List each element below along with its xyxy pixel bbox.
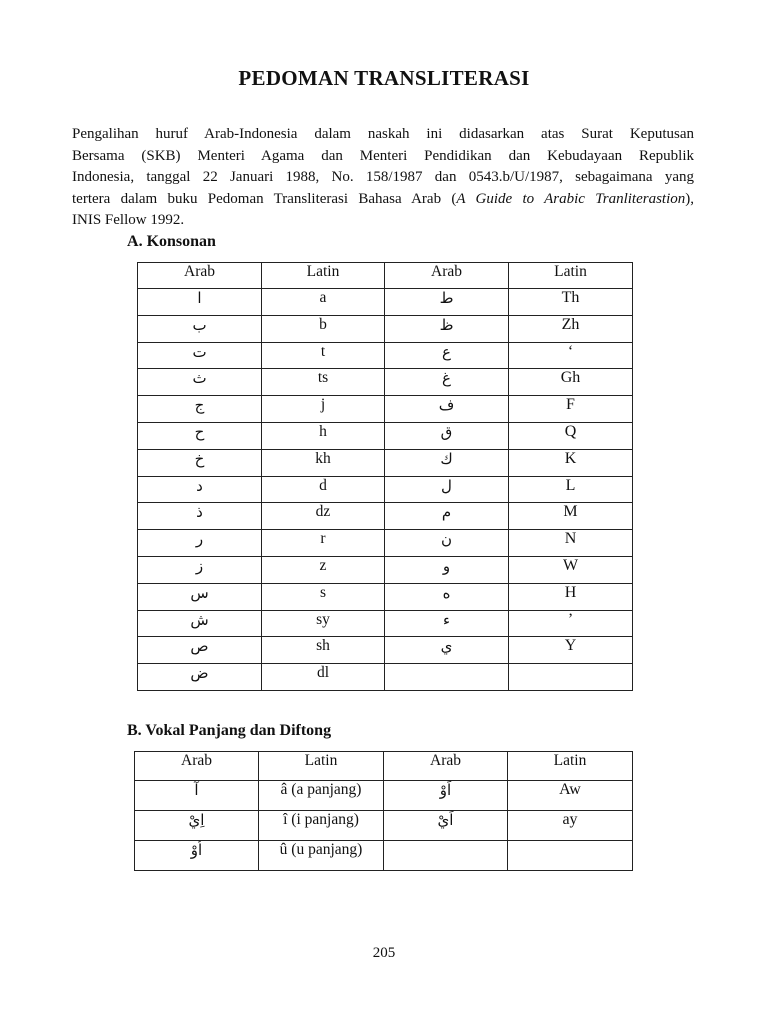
latin-cell: M <box>509 503 633 530</box>
column-header: Latin <box>509 263 633 289</box>
arab-cell: ب <box>138 315 262 342</box>
arab-cell: م <box>385 503 509 530</box>
latin-cell: Y <box>509 637 633 664</box>
latin-cell: a <box>262 289 385 316</box>
table-row <box>138 610 633 637</box>
latin-cell: û (u panjang) <box>259 841 384 871</box>
arab-cell: ز <box>138 556 262 583</box>
table-row <box>135 781 633 811</box>
column-header: Arab <box>135 752 259 781</box>
column-header: Arab <box>138 263 262 289</box>
latin-cell: j <box>262 396 385 423</box>
intro-line: Bersama (SKB) Menteri Agama dan Menteri Pendidikan dan Kebudayaan Republik <box>72 147 694 164</box>
arab-cell: ص <box>138 637 262 664</box>
table-header-row <box>138 263 633 289</box>
section-a-heading <box>127 233 216 251</box>
latin-cell: sh <box>262 637 385 664</box>
arab-cell: ر <box>138 530 262 557</box>
latin-cell: s <box>262 583 385 610</box>
column-header: Latin <box>508 752 633 781</box>
intro-text: tertera dalam buku Pedoman Transliterasi Bahasa Arab ( <box>72 190 457 207</box>
table-row <box>138 369 633 396</box>
arab-cell: ف <box>385 396 509 423</box>
latin-cell: Zh <box>509 315 633 342</box>
latin-cell: z <box>262 556 385 583</box>
arab-cell: اُوْ <box>135 841 259 871</box>
section-title: . Konsonan <box>138 233 216 250</box>
arab-cell <box>385 664 509 691</box>
arab-cell: ت <box>138 342 262 369</box>
arab-cell: ح <box>138 422 262 449</box>
arab-cell: ي <box>385 637 509 664</box>
konsonan-table <box>137 262 633 691</box>
arab-cell: د <box>138 476 262 503</box>
intro-line <box>72 189 694 211</box>
table-row <box>138 449 633 476</box>
table-row <box>138 422 633 449</box>
table-row <box>138 396 633 423</box>
latin-cell <box>509 664 633 691</box>
table-header-row <box>135 752 633 781</box>
arab-cell: ش <box>138 610 262 637</box>
latin-cell: ’ <box>509 610 633 637</box>
latin-cell: Gh <box>509 369 633 396</box>
page-title: PEDOMAN TRANSLITERASI <box>238 66 530 90</box>
arab-cell: اَيْ <box>384 811 508 841</box>
arab-cell: خ <box>138 449 262 476</box>
arab-cell: ا <box>138 289 262 316</box>
table-row <box>135 811 633 841</box>
latin-cell <box>508 841 633 871</box>
latin-cell: ‘ <box>509 342 633 369</box>
table-row <box>138 530 633 557</box>
latin-cell: sy <box>262 610 385 637</box>
latin-cell: kh <box>262 449 385 476</box>
intro-paragraph <box>72 124 694 232</box>
arab-cell: ك <box>385 449 509 476</box>
book-title-italic: A Guide to Arabic Tranliterastion <box>456 190 686 207</box>
arab-cell: س <box>138 583 262 610</box>
column-header: Latin <box>262 263 385 289</box>
table-row <box>138 583 633 610</box>
latin-cell: r <box>262 530 385 557</box>
latin-cell: t <box>262 342 385 369</box>
latin-cell: W <box>509 556 633 583</box>
arab-cell: اَوْ <box>384 781 508 811</box>
column-header: Arab <box>385 263 509 289</box>
arab-cell: ذ <box>138 503 262 530</box>
arab-cell: ء <box>385 610 509 637</box>
section-letter: A <box>127 233 139 250</box>
arab-cell: ج <box>138 396 262 423</box>
arab-cell: و <box>385 556 509 583</box>
arab-cell: ن <box>385 530 509 557</box>
latin-cell: h <box>262 422 385 449</box>
arab-cell: ظ <box>385 315 509 342</box>
latin-cell: ay <box>508 811 633 841</box>
latin-cell: F <box>509 396 633 423</box>
arab-cell <box>384 841 508 871</box>
vokal-table <box>134 751 633 871</box>
intro-text: ), <box>685 190 694 207</box>
latin-cell: â (a panjang) <box>259 781 384 811</box>
table-row <box>138 315 633 342</box>
latin-cell: Q <box>509 422 633 449</box>
latin-cell: dz <box>262 503 385 530</box>
latin-cell: Aw <box>508 781 633 811</box>
arab-cell: آ <box>135 781 259 811</box>
table-row <box>138 476 633 503</box>
arab-cell: ه <box>385 583 509 610</box>
section-letter: B <box>127 722 138 739</box>
arab-cell: ق <box>385 422 509 449</box>
page-number: 205 <box>372 945 396 961</box>
arab-cell: ع <box>385 342 509 369</box>
table-row <box>138 556 633 583</box>
intro-line: INIS Fellow 1992. <box>72 212 185 228</box>
latin-cell: H <box>509 583 633 610</box>
table-row <box>138 342 633 369</box>
table-row <box>138 637 633 664</box>
table-row <box>138 289 633 316</box>
section-b-heading <box>127 722 331 740</box>
latin-cell: dl <box>262 664 385 691</box>
latin-cell: d <box>262 476 385 503</box>
latin-cell: ts <box>262 369 385 396</box>
table-row <box>138 503 633 530</box>
intro-line: Indonesia, tanggal 22 Januari 1988, No. 158/1987 dan 0543.b/U/1987, sebagaimana yang <box>72 169 694 185</box>
arab-cell: غ <box>385 369 509 396</box>
column-header: Arab <box>384 752 508 781</box>
arab-cell: اِيْ <box>135 811 259 841</box>
latin-cell: N <box>509 530 633 557</box>
arab-cell: ط <box>385 289 509 316</box>
arab-cell: ض <box>138 664 262 691</box>
arab-cell: ل <box>385 476 509 503</box>
table-row <box>135 841 633 871</box>
intro-line: Pengalihan huruf Arab-Indonesia dalam naskah ini didasarkan atas Surat Keputusan <box>72 126 694 142</box>
table-row <box>138 664 633 691</box>
latin-cell: L <box>509 476 633 503</box>
column-header: Latin <box>259 752 384 781</box>
latin-cell: K <box>509 449 633 476</box>
section-title: . Vokal Panjang dan Diftong <box>137 722 332 739</box>
latin-cell: Th <box>509 289 633 316</box>
arab-cell: ث <box>138 369 262 396</box>
latin-cell: î (i panjang) <box>259 811 384 841</box>
latin-cell: b <box>262 315 385 342</box>
